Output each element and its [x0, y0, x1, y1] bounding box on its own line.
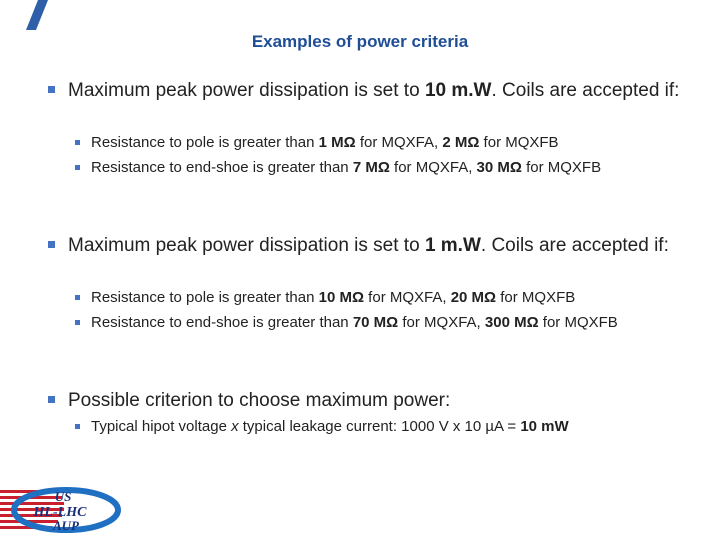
bullet-marker: [75, 295, 80, 300]
logo-text-us: US: [54, 489, 72, 504]
bullet-marker: [48, 241, 55, 248]
bullet-1: Maximum peak power dissipation is set to 10 m.W. Coils are accepted if:: [48, 78, 688, 103]
bullet-marker: [48, 396, 55, 403]
bullet-marker: [75, 165, 80, 170]
bullet-marker: [75, 320, 80, 325]
bullet-2: Maximum peak power dissipation is set to 1 m.W. Coils are accepted if:: [48, 233, 688, 258]
logo-text-hl-lhc: HL-LHC: [33, 505, 87, 520]
bullet-marker: [48, 86, 55, 93]
corner-decoration: [0, 0, 60, 30]
slide-title: Examples of power criteria: [251, 32, 469, 51]
bullet-3-sub-1: Typical hipot voltage x typical leakage current: 1000 V x 10 µA = 10 mW: [75, 416, 685, 438]
bullet-marker: [75, 140, 80, 145]
bullet-2-sub-2: Resistance to end-shoe is greater than 70 MΩ for MQXFA, 300 MΩ for MQXFB: [75, 312, 685, 334]
bullet-1-sub-2: Resistance to end-shoe is greater than 7 MΩ for MQXFA, 30 MΩ for MQXFB: [75, 157, 685, 179]
bullet-1-sub-1: Resistance to pole is greater than 1 MΩ for MQXFA, 2 MΩ for MQXFB: [75, 132, 685, 154]
bullet-3: Possible criterion to choose maximum power:: [48, 388, 688, 413]
bullet-marker: [75, 424, 80, 429]
bullet-2-sub-1: Resistance to pole is greater than 10 MΩ for MQXFA, 20 MΩ for MQXFB: [75, 287, 685, 309]
us-hl-lhc-aup-logo: [0, 484, 122, 540]
logo-text-aup: AUP: [53, 518, 79, 533]
